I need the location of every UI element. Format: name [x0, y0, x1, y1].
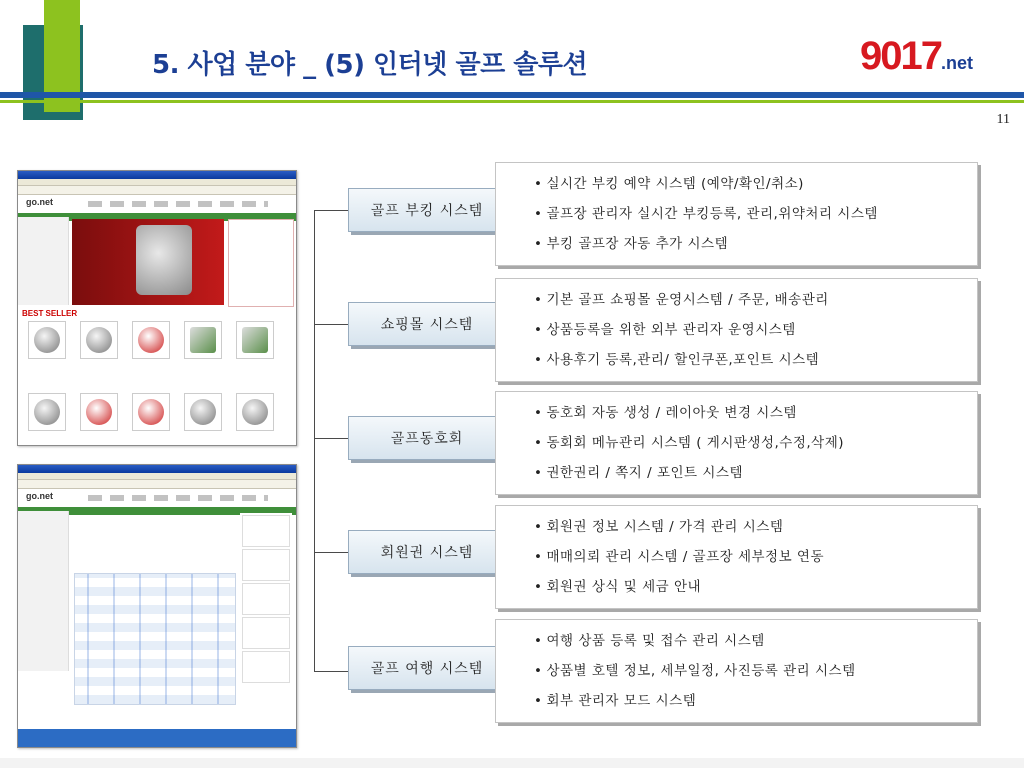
- header-rule-blue: [0, 92, 1024, 98]
- detail-item: • 사용후기 등록,관리/ 할인쿠폰,포인트 시스템: [534, 345, 977, 375]
- best-seller-heading: BEST SELLER: [22, 309, 78, 318]
- detail-item: • 동회회 메뉴관리 시스템 ( 게시판생성,수정,삭제): [534, 428, 977, 458]
- product-thumb: [80, 393, 118, 431]
- connector-branch: [314, 552, 348, 553]
- detail-item: • 동호회 자동 생성 / 레이아웃 변경 시스템: [534, 398, 977, 428]
- detail-item: • 상품별 호텔 정보, 세부일정, 사진등록 관리 시스템: [534, 656, 977, 686]
- detail-box-shopping-mall: [495, 278, 978, 382]
- detail-item: • 여행 상품 등록 및 접수 관리 시스템: [534, 626, 977, 656]
- product-thumb: [28, 393, 66, 431]
- connector-branch: [314, 671, 348, 672]
- connector-branch: [314, 210, 348, 211]
- page-number: 11: [996, 112, 1010, 127]
- detail-item: • 기본 골프 쇼핑몰 운영시스템 / 주문, 배송관리: [534, 285, 977, 315]
- product-thumb: [236, 393, 274, 431]
- detail-item: • 매매의뢰 관리 시스템 / 골프장 세부정보 연동: [534, 542, 977, 572]
- detail-box-membership: [495, 505, 978, 609]
- detail-item: • 실시간 부킹 예약 시스템 (예약/확인/취소): [534, 169, 977, 199]
- logo-text: 9017: [860, 34, 941, 78]
- slide-title: 5. 사업 분야 _ (5) 인터넷 골프 솔루션: [152, 50, 588, 80]
- connector-trunk: [314, 210, 315, 672]
- detail-item: • 회원권 정보 시스템 / 가격 관리 시스템: [534, 512, 977, 542]
- category-shopping-mall: [348, 302, 506, 346]
- detail-item: • 부킹 골프장 자동 추가 시스템: [534, 229, 977, 259]
- connector-branch: [314, 438, 348, 439]
- company-logo: [860, 34, 973, 79]
- site-logo: go.net: [26, 491, 53, 501]
- category-label: 골프동호회: [390, 431, 464, 447]
- shopping-mall-screenshot: [17, 170, 297, 446]
- side-advertisement: [228, 219, 294, 307]
- product-thumb: [184, 321, 222, 359]
- golf-club-image: [136, 225, 192, 295]
- detail-item: • 회부 관리자 모드 시스템: [534, 686, 977, 716]
- site-footer: [18, 729, 296, 747]
- detail-box-golf-club: [495, 391, 978, 495]
- product-thumb: [132, 393, 170, 431]
- category-label: 회원권 시스템: [380, 545, 474, 561]
- product-thumb: [132, 321, 170, 359]
- category-label: 쇼핑몰 시스템: [380, 317, 474, 333]
- category-label: 골프 여행 시스템: [370, 661, 484, 677]
- booking-screenshot: [17, 464, 297, 748]
- site-logo: go.net: [26, 197, 53, 207]
- header-rule-green: [0, 100, 1024, 103]
- category-golf-club: [348, 416, 506, 460]
- detail-item: • 권한권리 / 쪽지 / 포인트 시스템: [534, 458, 977, 488]
- product-thumb: [184, 393, 222, 431]
- product-thumb: [28, 321, 66, 359]
- category-golf-travel: [348, 646, 506, 690]
- logo-suffix: .net: [940, 53, 973, 73]
- booking-calendar-grid: [74, 573, 236, 705]
- product-thumb: [236, 321, 274, 359]
- detail-item: • 회원권 상식 및 세금 안내: [534, 572, 977, 602]
- detail-box-golf-booking: [495, 162, 978, 266]
- detail-item: • 상품등록을 위한 외부 관리자 운영시스템: [534, 315, 977, 345]
- detail-box-golf-travel: [495, 619, 978, 723]
- footer-band: [0, 758, 1024, 768]
- category-golf-booking: [348, 188, 506, 232]
- detail-item: • 골프장 관리자 실시간 부킹등록, 관리,위약처리 시스템: [534, 199, 977, 229]
- connector-branch: [314, 324, 348, 325]
- category-membership: [348, 530, 506, 574]
- category-label: 골프 부킹 시스템: [370, 203, 484, 219]
- product-thumb: [80, 321, 118, 359]
- right-ads: [240, 513, 292, 703]
